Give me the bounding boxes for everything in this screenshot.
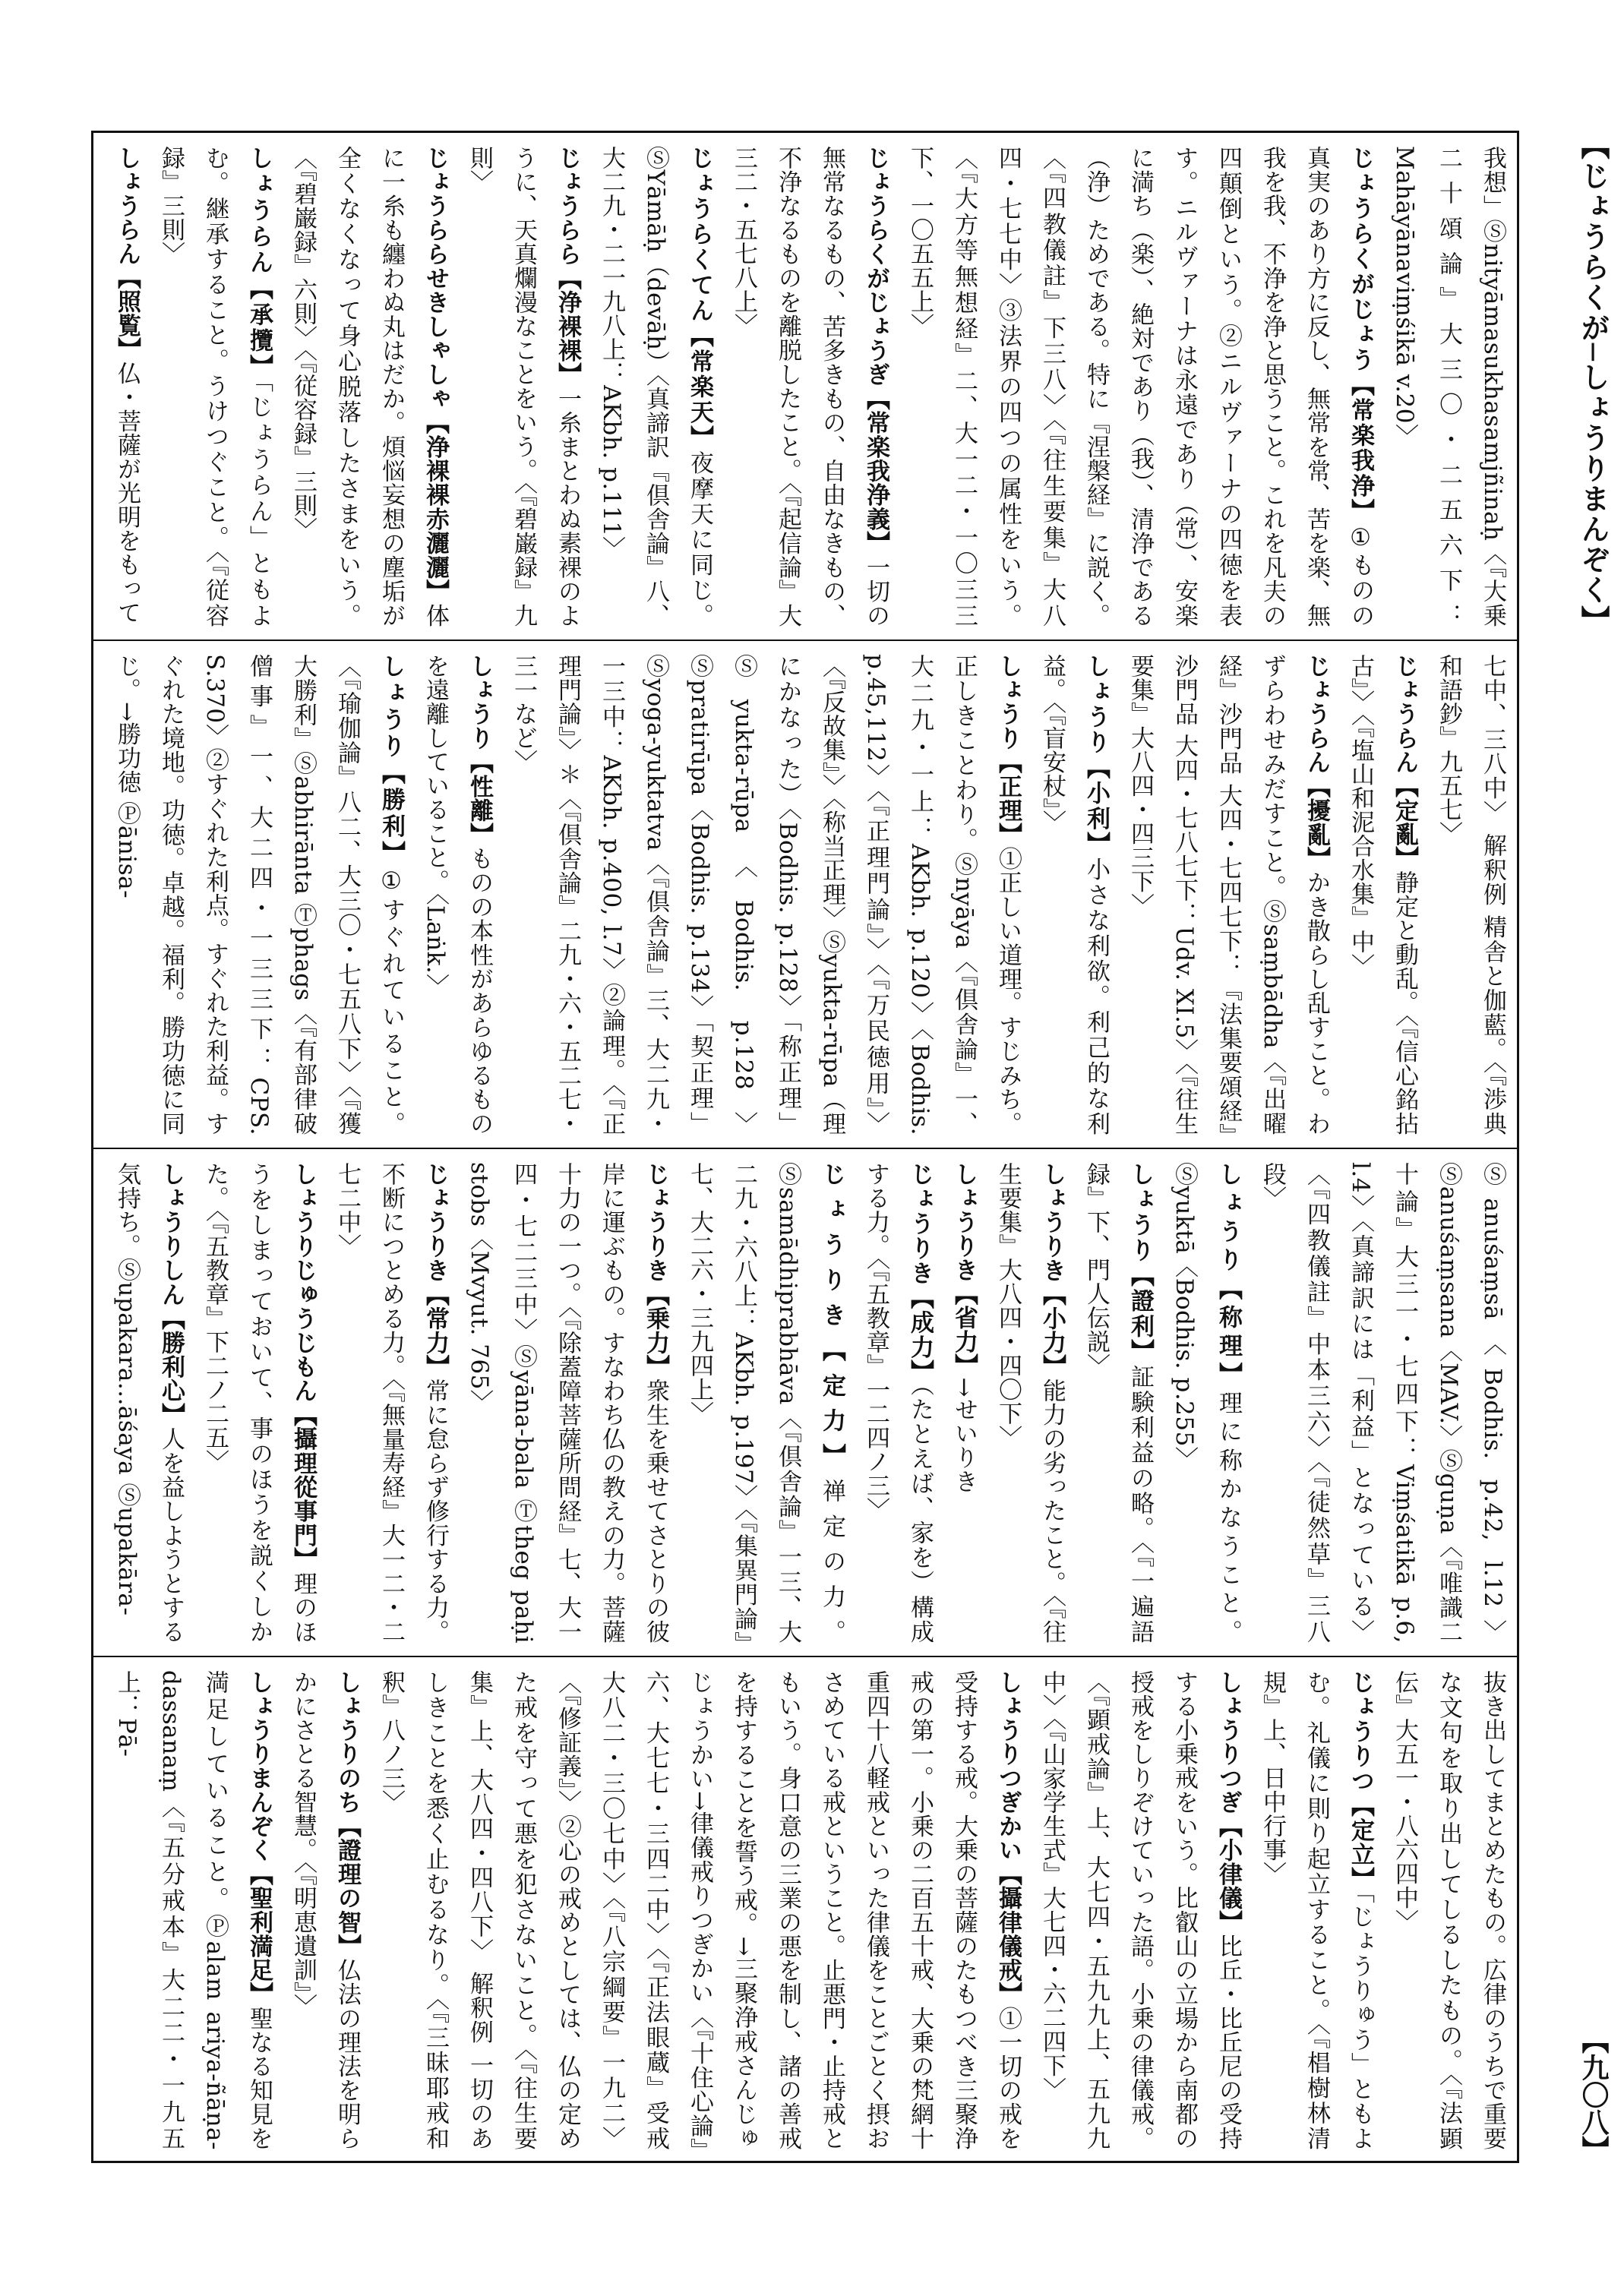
entry-definition: 聖なる知見を満足していること。Ⓟalam ariya-ñāṇa-dassanaṃ〈『五分戒本』大二二・一九五上：Pā- [113,1670,273,2151]
entry-headword: しょうりじゅうじもん【攝理從事門】 [289,1162,317,1572]
dictionary-entry [466,146,581,627]
entry-headword: じょうらん【擾亂】 [1303,654,1330,871]
entry-definition: ①すぐれていること。〈『瑜伽論』八二、大三〇・七五八下〉〈『獲大勝利』Ⓢabhirānta Ⓣphags〈『有部律破僧事』一、大二四・一三三下：CPS. S.370〉②すぐれた利点。すぐれた利益。すぐれた境地。功徳。卓越。福利。勝功徳に同じ。→勝功徳 Ⓟānisa- [113,654,405,1136]
entry-headword: しょうり【勝利】 [378,654,405,868]
dictionary-entry [1259,1670,1374,2150]
running-head: 【じょうらくが─しょうりまんぞく】 [1576,131,1610,636]
entry-headword: しょうりつぎかい【攝律儀戒】 [994,1670,1022,2007]
page-number: 【九〇八】 [1578,2026,1610,2163]
entry-definition: 仏・菩薩が光明をもって [113,361,141,624]
dictionary-entry [113,654,405,1135]
dictionary-entry [422,654,493,1135]
dictionary-entry [1259,1162,1515,1644]
entry-definition: →せいりき [950,1377,978,1493]
entry-definition: 体に一糸も纏わぬ丸はだか。煩悩妄想の塵垢が全くなくなって身心脱落したさまをいう。〈『碧巌録』六則〉〈『従容録』三則〉 [289,146,449,627]
dictionary-entry [1082,1162,1154,1644]
dictionary-entry [862,1162,934,1644]
dictionary-entry [113,1162,185,1644]
entry-headword: じょうららせきしゃしゃ【浄裸裸赤灑灑】 [422,146,449,604]
dictionary-entry [950,1162,978,1493]
tier-divider-1 [93,640,1517,641]
entry-definition: 理に称かなうこと。Ⓢyuktā〈Bodhis. p.255〉 [1171,1162,1242,1644]
dictionary-entry [510,654,1022,1135]
dictionary-entry [289,146,449,627]
entry-definition: 小さな利欲。利己的な利益。〈『盲安杖』〉 [1038,654,1110,1136]
dictionary-entry [201,1162,317,1644]
entry-headword: じょうりき【定力】 [818,1162,845,1480]
entry-headword: しょうらん【照覧】 [113,146,141,362]
entry-definition: 静定と動乱。〈『信心銘拈古』〉〈『塩山和泥合水集』中〉 [1347,654,1418,1136]
tier-4 [96,1660,1515,2161]
dictionary-entry [1391,1670,1515,2150]
entry-headword: しょうりつぎ【小律儀】 [1215,1670,1242,1934]
entry-definition: 抜き出してまとめたもの。広律のうちで重要な文句を取り出してしるしたもの。〈『法顕伝』大五一・八六四中〉 [1391,1670,1506,2150]
entry-definition: 人を益しようとする気持ち。Ⓢupakara...āśaya Ⓢupakāra- [113,1162,185,1644]
entry-headword: じょうらくがじょう【常楽我浄】 [1347,146,1374,524]
dictionary-entry [1435,654,1515,1135]
entry-headword: じょうらん【定亂】 [1391,654,1418,871]
entry-headword: しょうりのち【證理の智】 [333,1670,361,1959]
entry-headword: しょうりき【小力】 [1038,1162,1066,1379]
dictionary-entry [1038,1670,1242,2150]
dictionary-entry [157,146,273,627]
entry-definition: ものの本性があらゆるものを遠離していること。〈Laṅk.〉 [422,654,493,1136]
tier-2-text [96,643,1515,1146]
entry-headword: しょうり【證利】 [1126,1162,1154,1365]
dictionary-entry [1347,654,1418,1135]
entry-headword: じょうりき【乗力】 [642,1162,669,1379]
entry-headword: しょうり【称理】 [1215,1162,1242,1391]
entry-definition: 夜摩天に同じ。ⓈYāmāḥ（devāḥ）〈真諦訳『倶舎論』八、大二九・二一九八上：AKbh. p.111〉 [598,146,713,628]
entry-definition: 禅定の力。Ⓢsamādhiprabhāva〈『倶舎論』一三、大二九・六八上：AKbh. p.197〉〈『集異門論』七、大二六・三九四上〉 [686,1162,845,1644]
dictionary-entry [730,146,889,627]
entry-definition: 「じょうらん」ともよむ。継承すること。うけつぐこと。〈『従容録』三則〉 [157,146,273,628]
entry-definition: （たとえば、家を）構成する力。〈『五教章』一二四ノ三〉 [862,1162,934,1644]
dictionary-entry [466,1162,669,1644]
entry-definition: ①ものの真実のあり方に反し、無常を常、苦を楽、無我を我、不浄を浄と思うこと。これを凡夫の四顛倒という。②ニルヴァーナの四徳を表す。ニルヴァーナは永遠であり（常）、安楽に満ち（楽）、絶対であり（我）、清浄である（浄）ためである。特に『涅槃経』に説く。〈『四教儀註』下三八〉〈『往生要集』大八四・七七中〉③法界の四つの属性をいう。〈『大方等無想経』二、大一二・一〇三三下、一〇五五上〉 [906,146,1374,628]
entry-definition: 衆生を乗せてさとりの彼岸に運ぶもの。すなわち仏の教えの力。菩薩十力の一つ。〈『除蓋障菩薩所問経』七、大一四・七二三中〉Ⓢyāna-bala Ⓣtheg paḥi stobs〈Mvyut. 765〉 [466,1162,669,1644]
entry-headword: じょうりつ【定立】 [1347,1670,1374,1892]
tier-divider-2 [93,1148,1517,1149]
entry-definition: 証験利益の略。〈『一遍語録』下、門人伝説〉 [1082,1162,1154,1644]
dictionary-entry [378,1670,1022,2150]
dictionary-entry [1038,654,1110,1135]
entry-headword: しょうらん【承攬】 [245,146,273,381]
dictionary-entry [686,1162,845,1644]
tier-divider-3 [93,1656,1517,1657]
entry-headword: じょうらくてん【常楽天】 [686,146,713,451]
entry-headword: しょうりまんぞく【聖利満足】 [245,1670,273,2007]
dictionary-entry [598,146,713,627]
entry-headword: しょうりき【省力】 [950,1162,978,1378]
dictionary-entry [1126,654,1330,1135]
dictionary-entry [289,1670,361,2150]
tier-3-text [96,1151,1515,1654]
dictionary-entry [113,146,141,624]
entry-headword: じょうりき【成力】 [906,1162,934,1385]
dictionary-entry [1171,1162,1242,1644]
entry-definition: 七中、三八中〉 解釈例 精舎と伽藍。〈『渉典和語鈔』九五七〉 [1435,654,1506,1135]
entry-headword: しょうりしん【勝利心】 [157,1162,185,1427]
page-frame [91,131,1519,2163]
entry-definition: 能力の劣ったこと。〈『往生要集』大八四・四〇下〉 [994,1162,1066,1644]
entry-definition: 一切の無常なるもの、苦多きもの、自由なきもの、不浄なるものを離脱したこと。〈『起信論』大三二・五七八上〉 [730,146,889,628]
entry-headword: じょうらくがじょうぎ【常楽我浄義】 [862,146,889,556]
entry-headword: じょうりき【常力】 [422,1162,449,1379]
entry-definition: 一糸まとわぬ素裸のように、天真爛漫なことをいう。〈『碧巌録』九則〉 [466,146,581,628]
tier-2 [96,643,1515,1146]
entry-headword: しょうり【小利】 [1082,654,1110,857]
dictionary-entry [1391,146,1515,627]
entry-headword: しょうり【正理】 [994,654,1022,847]
entry-definition: 理のほうをしまっておいて、事のほうを説くしかた。〈『五教章』下二ノ二五〉 [201,1162,317,1644]
entry-headword: しょうり【性離】 [466,654,493,847]
tier-1-text [96,135,1515,638]
tier-3 [96,1151,1515,1654]
dictionary-entry [906,146,1374,627]
tier-4-text [96,1660,1515,2161]
entry-definition: 「じょうりゅう」ともよむ。礼儀に則り起立すること。〈『椙樹林清規』上、日中行事〉 [1259,1670,1374,2151]
tier-1 [96,135,1515,638]
dictionary-entry [113,1670,273,2150]
dictionary-entry [994,1162,1066,1644]
entry-definition: 比丘・比丘尼の受持する小乗戒をいう。比叡山の立場から南都の授戒をしりぞけていった語。小乗の律儀戒。〈『顕戒論』上、大七四・五九九上、五九九中〉〈『山家学生式』大七四・六二四下〉 [1038,1670,1242,2151]
entry-definition: 常に怠らず修行する力。不断につとめる力。〈『無量寿経』大一二・二七二中〉 [333,1162,449,1644]
dictionary-entry [333,1162,449,1644]
entry-definition: Ⓢanuśaṃsā〈Bodhis. p.42, l.12〉Ⓢanuśaṃsana〈MAV.〉Ⓢguṇa〈『唯識二十論』大三一・七四下：Viṃśatikā p.6, l.4〉〈真諦訳には「利益」となっている〉〈『四教儀註』中本三六〉〈『徒然草』三八段〉 [1259,1162,1506,1644]
entry-definition: ①正しい道理。すじみち。正しきことわり。Ⓢnyāya〈『倶舎論』一、大二九・一上：AKbh. p.120〉〈Bodhis. p.45,112〉〈『正理門論』〉〈『万民徳用』〉〈『反故集』〉〈称当正理〉Ⓢyukta-rūpa（理にかなった）〈Bodhis. p.128〉「称正理」Ⓢyukta-rūpa〈Bodhis. p.128〉Ⓢpratirūpa〈Bodhis. p.134〉「契正理」Ⓢyoga-yuktatva〈『倶舎論』三、大二九・一三中：AKbh. p.400, l.7〉②論理。〈『正理門論』〉＊〈『倶舎論』二九・六・五二七・三一など〉 [510,654,1022,1136]
entry-definition: 我想」Ⓢnityāmasukhasamjñinaḥ〈『大乗二十頌論』大三〇・二五六下：Mahāyānaviṃśikā v.20〉 [1391,146,1506,627]
entry-definition: かき散らし乱すこと。わずらわせみだすこと。Ⓢsaṃbādha〈『出曜経』沙門品 大四・七四七下：『法集要頌経』沙門品 大四・七八七下：Udv. XI.5〉〈『往生要集』大八四・四三下〉 [1126,654,1330,1136]
entry-headword: じょうらら【浄裸裸】 [554,146,581,387]
entry-definition: 仏法の理法を明らかにさとる智慧。〈『明恵遺訓』〉 [289,1670,361,2151]
entry-definition: ①一切の戒を受持する戒。大乗の菩薩のたもつべき三聚浄戒の第一。小乗の二百五十戒、大乗の梵網十重四十八軽戒といった律儀をことごとく摂おさめている戒ということ。止悪門・止持戒ともいう。身口意の三業の悪を制し、諸の善戒を持することを誓う戒。→三聚浄戒さんじゅじょうかい→律儀戒りつぎかい〈『十住心論』六、大七七・三四二中〉〈『正法眼蔵』受戒 大八二・三〇七中〉〈『八宗綱要』一九二〉〈『修証義』〉②心の戒めとしては、仏の定めた戒を守って悪を犯さないこと。〈『往生要集』上、大八四・四八下〉 解釈例 一切のあしきことを悉く止むるなり。〈『三昧耶戒和釈』八ノ三〉 [378,1670,1022,2151]
